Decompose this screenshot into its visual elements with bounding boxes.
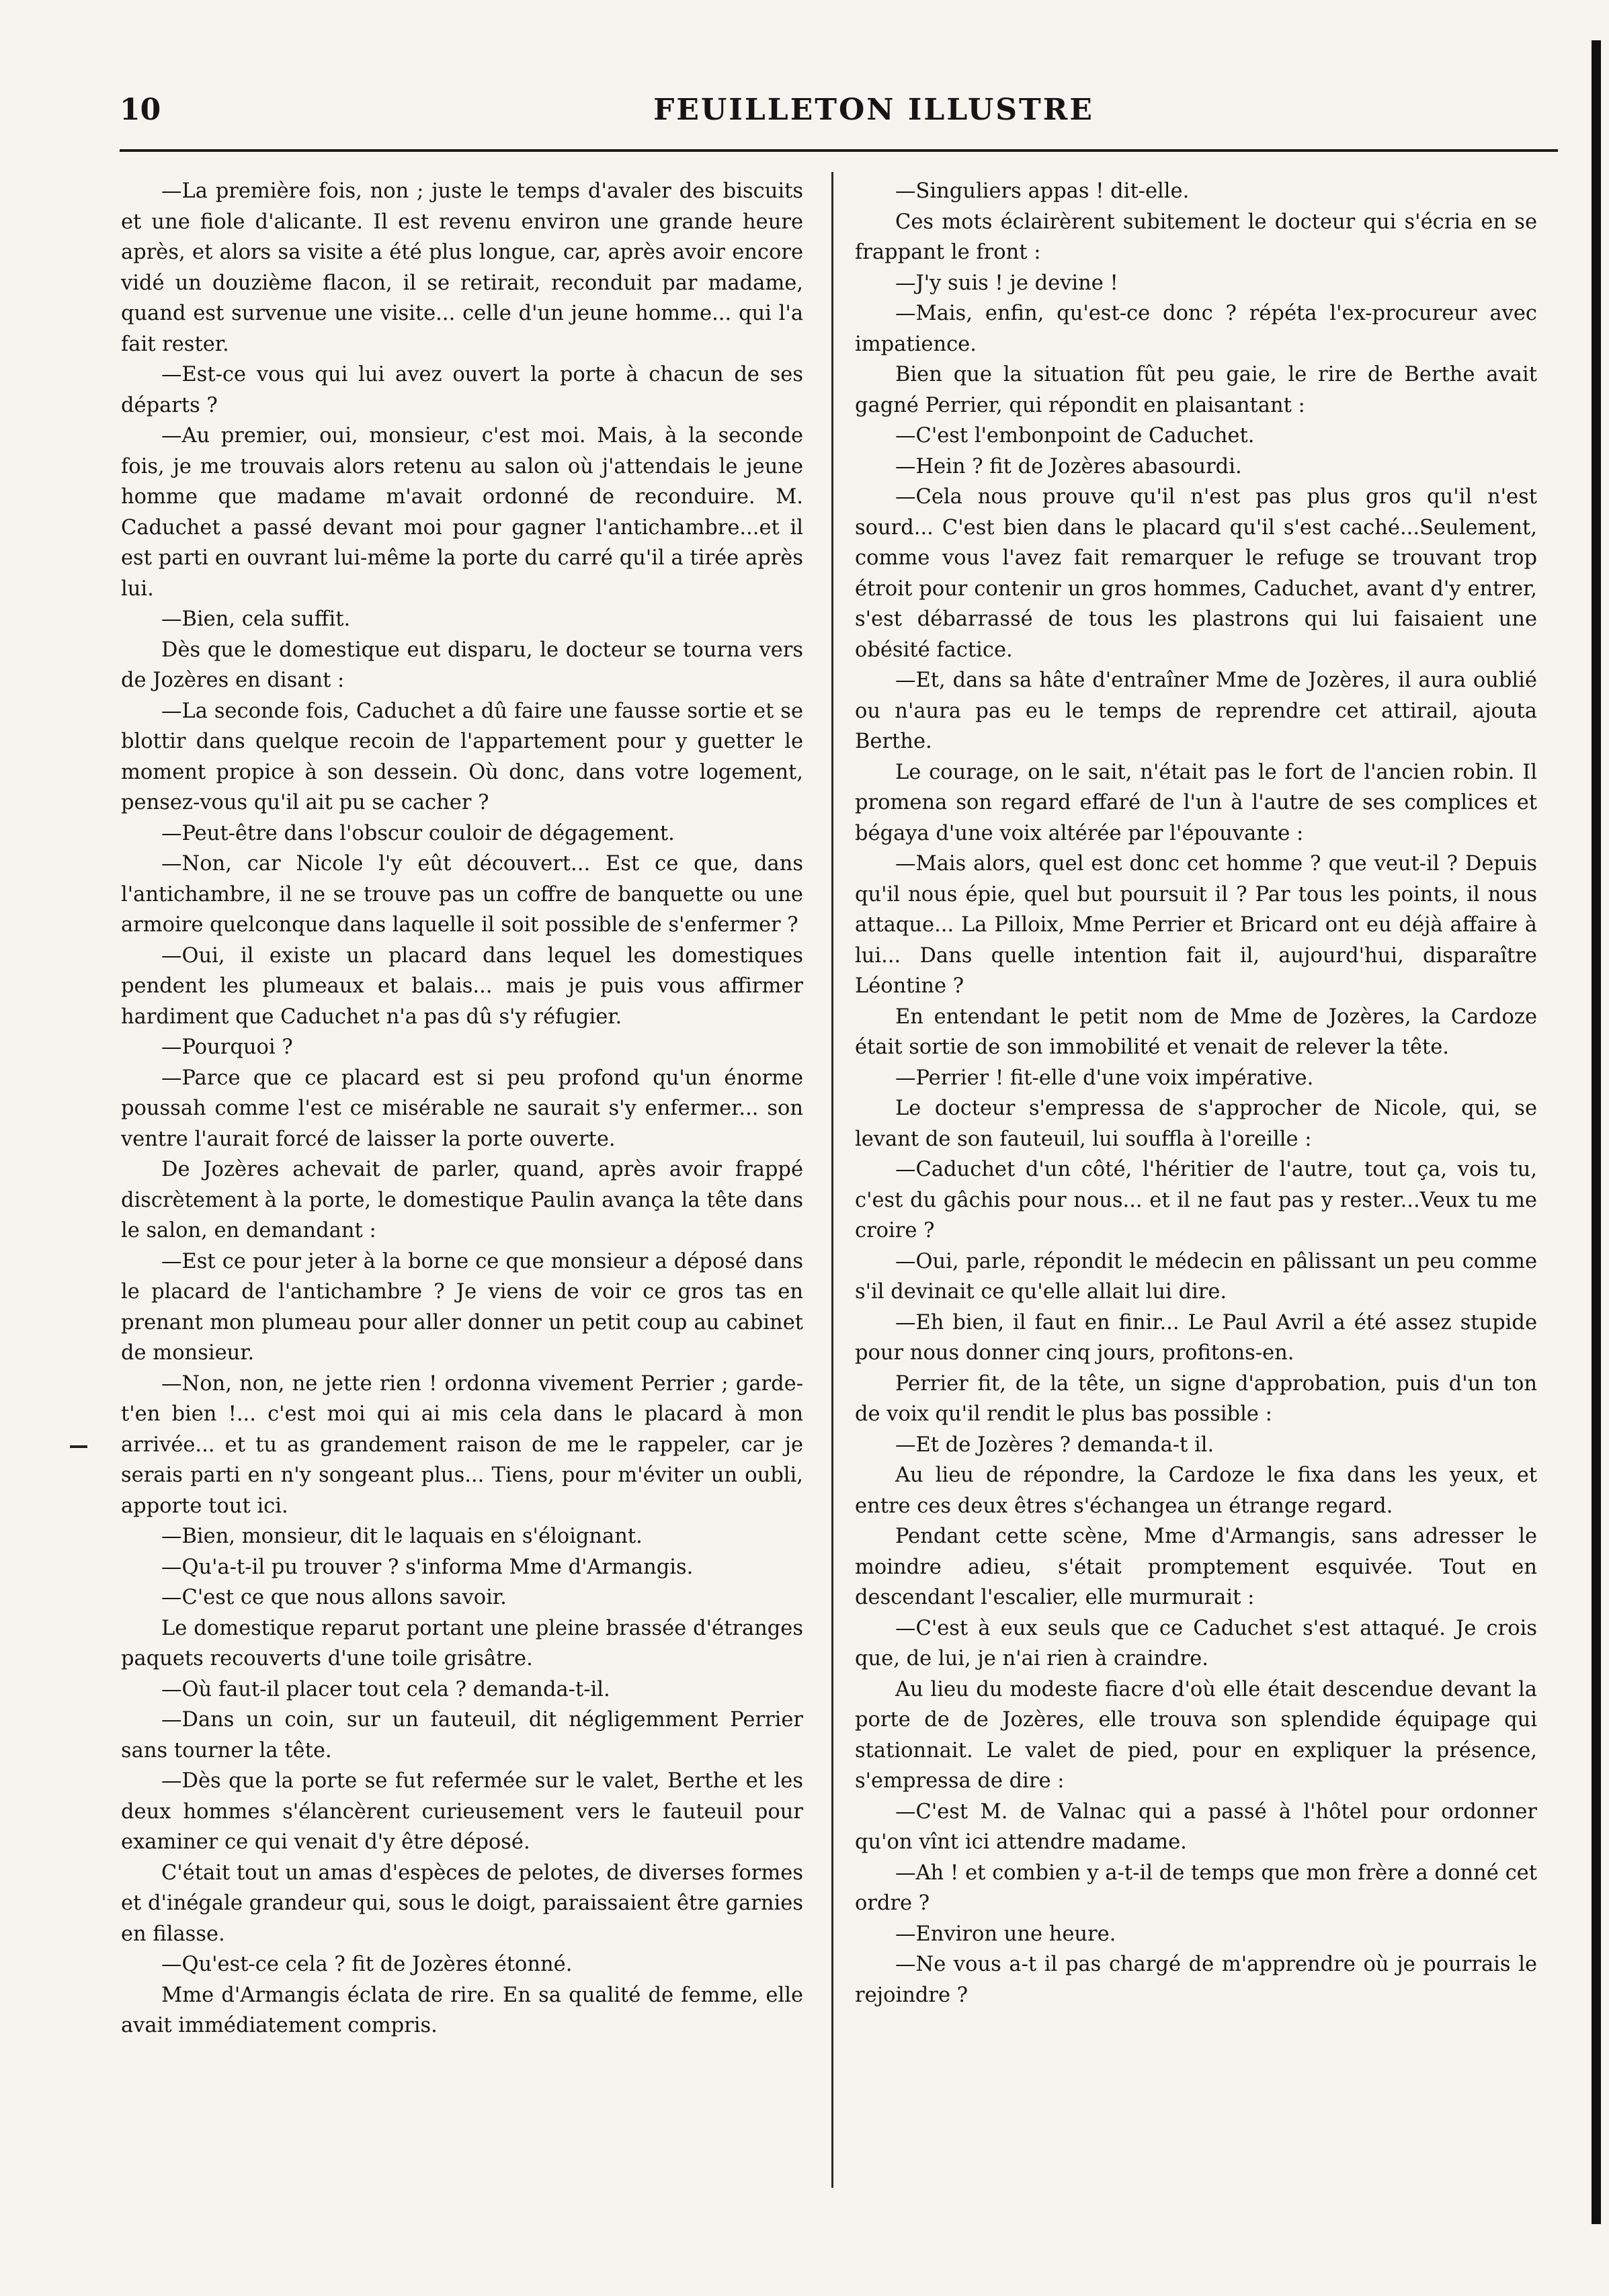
paragraph: —Bien, monsieur, dit le laquais en s'éloignant. xyxy=(161,1525,643,1548)
paragraph: —Pourquoi ? xyxy=(161,1035,293,1059)
paragraph: Au lieu de répondre, la Cardoze le fixa dans les yeux, et entre ces deux êtres s'échangea un étrange regard. xyxy=(855,1463,1537,1518)
paragraph: —C'est l'embonpoint de Caduchet. xyxy=(895,424,1255,448)
paragraph: Dès que le domestique eut disparu, le docteur se tourna vers de Jozères en disant : xyxy=(121,638,803,692)
side-bar-mark xyxy=(1592,40,1601,2224)
paragraph: —J'y suis ! je devine ! xyxy=(895,271,1118,295)
paragraph: —Eh bien, il faut en finir... Le Paul Avril a été assez stupide pour nous donner cinq jours, profitons-en. xyxy=(855,1310,1537,1365)
paragraph: Mme d'Armangis éclata de rire. En sa qualité de femme, elle avait immédiatement compris. xyxy=(121,1983,803,2037)
paragraph: —Qu'a-t-il pu trouver ? s'informa Mme d'Armangis. xyxy=(161,1555,694,1579)
paragraph: —Au premier, oui, monsieur, c'est moi. Mais, à la seconde fois, je me trouvais alors retenu au salon où j'attendais le jeune homme que madame m'avait ordonné de reconduire. M. Caduchet a passé devant moi pour gagner l'antichambre...et il est parti en ouvrant lui-même la porte du carré qu'il a tirée après lui. xyxy=(121,424,803,601)
paragraph: —Et de Jozères ? demanda-t il. xyxy=(895,1433,1214,1457)
paragraph: —Perrier ! fit-elle d'une voix impérative. xyxy=(895,1066,1314,1090)
paragraph: Le courage, on le sait, n'était pas le fort de l'ancien robin. Il promena son regard effaré de l'un à l'autre de ses complices et bégaya d'une voix altérée par l'épouvante : xyxy=(855,760,1537,845)
paragraph: —Qu'est-ce cela ? fit de Jozères étonné. xyxy=(161,1953,573,1976)
paragraph: —Parce que ce placard est si peu profond qu'un énorme poussah comme l'est ce misérable ne saurait s'y enfermer... son ventre l'aurait forcé de laisser la porte ouverte. xyxy=(121,1066,803,1151)
paragraph: —C'est à eux seuls que ce Caduchet s'est attaqué. Je crois que, de lui, je n'ai rien à craindre. xyxy=(855,1616,1537,1670)
running-title: FEUILLETON ILLUSTRE xyxy=(653,93,1094,127)
paragraph: —Ah ! et combien y a-t-il de temps que mon frère a donné cet ordre ? xyxy=(855,1861,1537,1915)
paragraph: —Hein ? fit de Jozères abasourdi. xyxy=(895,454,1242,478)
paragraph: —C'est M. de Valnac qui a passé à l'hôtel pour ordonner qu'on vînt ici attendre madame. xyxy=(855,1799,1537,1854)
margin-mark xyxy=(70,1445,87,1448)
paragraph: Au lieu du modeste fiacre d'où elle était descendue devant la porte de de Jozères, elle trouva son splendide équipage qui stationnait. Le valet de pied, pour en expliquer la présence, s'empressa de dire : xyxy=(855,1677,1537,1793)
paragraph: —Peut-être dans l'obscur couloir de dégagement. xyxy=(161,821,675,845)
paragraph: —Oui, parle, répondit le médecin en pâlissant un peu comme s'il devinait ce qu'elle allait lui dire. xyxy=(855,1249,1537,1304)
paragraph: C'était tout un amas d'espèces de pelotes, de diverses formes et d'inégale grandeur qui, sous le doigt, paraissaient être garnies en filasse. xyxy=(121,1861,803,1946)
paragraph: —Non, car Nicole l'y eût découvert... Est ce que, dans l'antichambre, il ne se trouve pas un coffre de banquette ou une armoire quelconque dans laquelle il soit possible de s'enfermer ? xyxy=(121,852,803,937)
paragraph: —Dans un coin, sur un fauteuil, dit négligemment Perrier sans tourner la tête. xyxy=(121,1708,803,1762)
paragraph: —Mais alors, quel est donc cet homme ? que veut-il ? Depuis qu'il nous épie, quel but poursuit il ? Par tous les points, il nous attaque... La Pilloix, Mme Perrier et Bricard ont eu déjà affaire à lui... Dans quelle intention fait il, aujourd'hui, disparaître Léontine ? xyxy=(855,852,1537,998)
paragraph: —Caduchet d'un côté, l'héritier de l'autre, tout ça, vois tu, c'est du gâchis pour nous... et il ne faut pas y rester...Veux tu me croire ? xyxy=(855,1158,1537,1242)
left-column xyxy=(121,176,803,2041)
paragraph: —Cela nous prouve qu'il n'est pas plus gros qu'il n'est sourd... C'est bien dans le placard qu'il s'est caché...Seulement, comme vous l'avez fait remarquer le refuge se trouvant trop étroit pour contenir un gros hommes, Caduchet, avant d'y entrer, s'est débarrassé de tous les plastrons qui lui faisaient une obésité factice. xyxy=(855,485,1537,662)
paragraph: En entendant le petit nom de Mme de Jozères, la Cardoze était sortie de son immobilité et venait de relever la tête. xyxy=(855,1005,1537,1059)
paragraph: —Dès que la porte se fut refermée sur le valet, Berthe et les deux hommes s'élancèrent curieusement vers le fauteuil pour examiner ce qui venait d'y être déposé. xyxy=(121,1769,803,1854)
paragraph: —Singuliers appas ! dit-elle. xyxy=(895,179,1190,203)
paragraph: —La première fois, non ; juste le temps d'avaler des biscuits et une fiole d'alicante. Il est revenu environ une grande heure après, et alors sa visite a été plus longue, car, après avoir encore vidé un douzième flacon, il se retirait, reconduit par madame, quand est survenue une visite... celle d'un jeune homme... qui l'a fait rester. xyxy=(121,179,803,356)
paragraph: —Ne vous a-t il pas chargé de m'apprendre où je pourrais le rejoindre ? xyxy=(855,1953,1537,2007)
header-rule xyxy=(120,149,1558,152)
paragraph: —Bien, cela suffit. xyxy=(161,607,351,631)
paragraph: Le domestique reparut portant une pleine brassée d'étranges paquets recouverts d'une toile grisâtre. xyxy=(121,1616,803,1670)
paragraph: Pendant cette scène, Mme d'Armangis, sans adresser le moindre adieu, s'était promptement esquivée. Tout en descendant l'escalier, elle murmurait : xyxy=(855,1525,1537,1609)
paragraph: —Et, dans sa hâte d'entraîner Mme de Jozères, il aura oublié ou n'aura pas eu le temps de reprendre cet attirail, ajouta Berthe. xyxy=(855,669,1537,753)
paragraph: —Où faut-il placer tout cela ? demanda-t-il. xyxy=(161,1677,610,1701)
paragraph: De Jozères achevait de parler, quand, après avoir frappé discrètement à la porte, le domestique Paulin avança la tête dans le salon, en demandant : xyxy=(121,1158,803,1242)
paragraph: —Mais, enfin, qu'est-ce donc ? répéta l'ex-procureur avec impatience. xyxy=(855,302,1537,356)
paragraph: Perrier fit, de la tête, un signe d'approbation, puis d'un ton de voix qu'il rendit le plus bas possible : xyxy=(855,1371,1537,1426)
paragraph: —Environ une heure. xyxy=(895,1922,1116,1946)
page-number: 10 xyxy=(120,93,161,127)
column-divider xyxy=(831,172,833,2188)
paragraph: Ces mots éclairèrent subitement le docteur qui s'écria en se frappant le front : xyxy=(855,210,1537,264)
paragraph: —Oui, il existe un placard dans lequel les domestiques pendent les plumeaux et balais... mais je puis vous affirmer hardiment que Caduchet n'a pas dû s'y réfugier. xyxy=(121,943,803,1029)
paragraph: —Est-ce vous qui lui avez ouvert la porte à chacun de ses départs ? xyxy=(121,363,803,417)
paragraph: Bien que la situation fût peu gaie, le rire de Berthe avait gagné Perrier, qui répondit en plaisantant : xyxy=(855,363,1537,417)
right-column xyxy=(855,176,1537,2010)
paragraph: —Non, non, ne jette rien ! ordonna vivement Perrier ; garde-t'en bien !... c'est moi qui ai mis cela dans le placard à mon arrivée... et tu as grandement raison de me le rappeler, car je serais parti en n'y songeant plus... Tiens, pour m'éviter un oubli, apporte tout ici. xyxy=(121,1371,803,1518)
paragraph: Le docteur s'empressa de s'approcher de Nicole, qui, se levant de son fauteuil, lui souffla à l'oreille : xyxy=(855,1097,1537,1151)
paragraph: —Est ce pour jeter à la borne ce que monsieur a déposé dans le placard de l'antichambre ? Je viens de voir ce gros tas en prenant mon plumeau pour aller donner un petit coup au cabinet de monsieur. xyxy=(121,1249,803,1365)
paragraph: —C'est ce que nous allons savoir. xyxy=(161,1586,507,1609)
paragraph: —La seconde fois, Caduchet a dû faire une fausse sortie et se blottir dans quelque recoin de l'appartement pour y guetter le moment propice à son dessein. Où donc, dans votre logement, pensez-vous qu'il ait pu se cacher ? xyxy=(121,699,803,814)
